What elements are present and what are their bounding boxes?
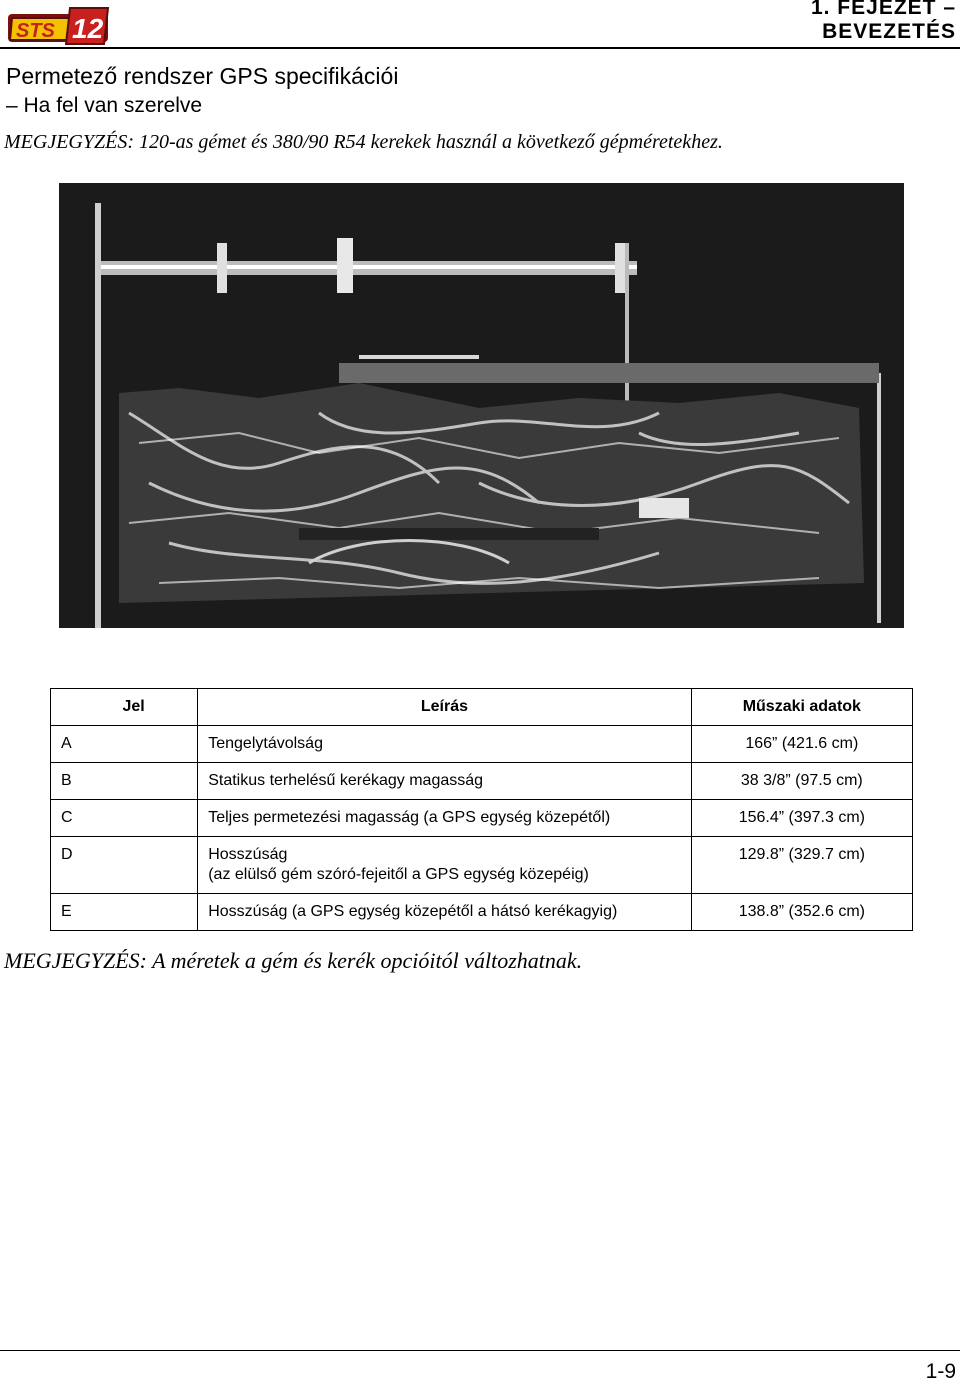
sts-logo — [8, 6, 110, 46]
svg-text:12: 12 — [72, 13, 104, 44]
header-muszaki-adatok: Műszaki adatok — [691, 689, 912, 726]
table-row — [51, 800, 913, 837]
sprayer-photo — [59, 183, 904, 628]
row-jel: D — [51, 837, 198, 894]
table-header-row — [51, 689, 913, 726]
svg-text:STS: STS — [16, 20, 55, 42]
row-spec: 166” (421.6 cm) — [691, 726, 912, 763]
row-desc: Statikus terhelésű kerékagy magasság — [198, 763, 691, 800]
row-desc: Tengelytávolság — [198, 726, 691, 763]
row-spec: 38 3/8” (97.5 cm) — [691, 763, 912, 800]
row-jel: E — [51, 894, 198, 931]
header-jel: Jel — [51, 689, 198, 726]
section-title: Permetező rendszer GPS specifikációi — [6, 63, 399, 89]
row-spec: 138.8” (352.6 cm) — [691, 894, 912, 931]
row-jel: C — [51, 800, 198, 837]
page-number: 1-9 — [925, 1360, 956, 1383]
row-desc-line2: (az elülső gém szóró-fejeitől a GPS egység közepéig) — [208, 866, 589, 883]
row-desc-line1: Hosszúság — [208, 846, 288, 863]
row-desc: Teljes permetezési magasság (a GPS egység közepétől) — [198, 800, 691, 837]
row-jel: B — [51, 763, 198, 800]
chapter-title: BEVEZETÉS — [822, 20, 956, 43]
footer-divider — [0, 1350, 960, 1351]
row-jel: A — [51, 726, 198, 763]
row-spec: 156.4” (397.3 cm) — [691, 800, 912, 837]
table-row — [51, 837, 913, 894]
header-leiras: Leírás — [198, 689, 691, 726]
row-desc — [198, 837, 691, 894]
note-bottom: MEGJEGYZÉS: A méretek a gém és kerék opcióitól változhatnak. — [4, 948, 583, 973]
section-subtitle: – Ha fel van szerelve — [6, 94, 203, 117]
row-desc: Hosszúság (a GPS egység közepétől a hátsó kerékagyig) — [198, 894, 691, 931]
header-divider — [0, 47, 960, 49]
chapter-number: 1. FEJEZET – — [810, 0, 956, 19]
table-row — [51, 726, 913, 763]
spec-table — [50, 688, 913, 931]
sts-logo-graphic — [8, 6, 110, 46]
row-spec: 129.8” (329.7 cm) — [691, 837, 912, 894]
table-row — [51, 894, 913, 931]
table-row — [51, 763, 913, 800]
sprayer-photo-graphic — [59, 183, 904, 628]
note-top: MEGJEGYZÉS: 120-as gémet és 380/90 R54 kerekek használ a következő gépméretekhez. — [4, 131, 723, 153]
chapter-heading — [811, 0, 956, 44]
